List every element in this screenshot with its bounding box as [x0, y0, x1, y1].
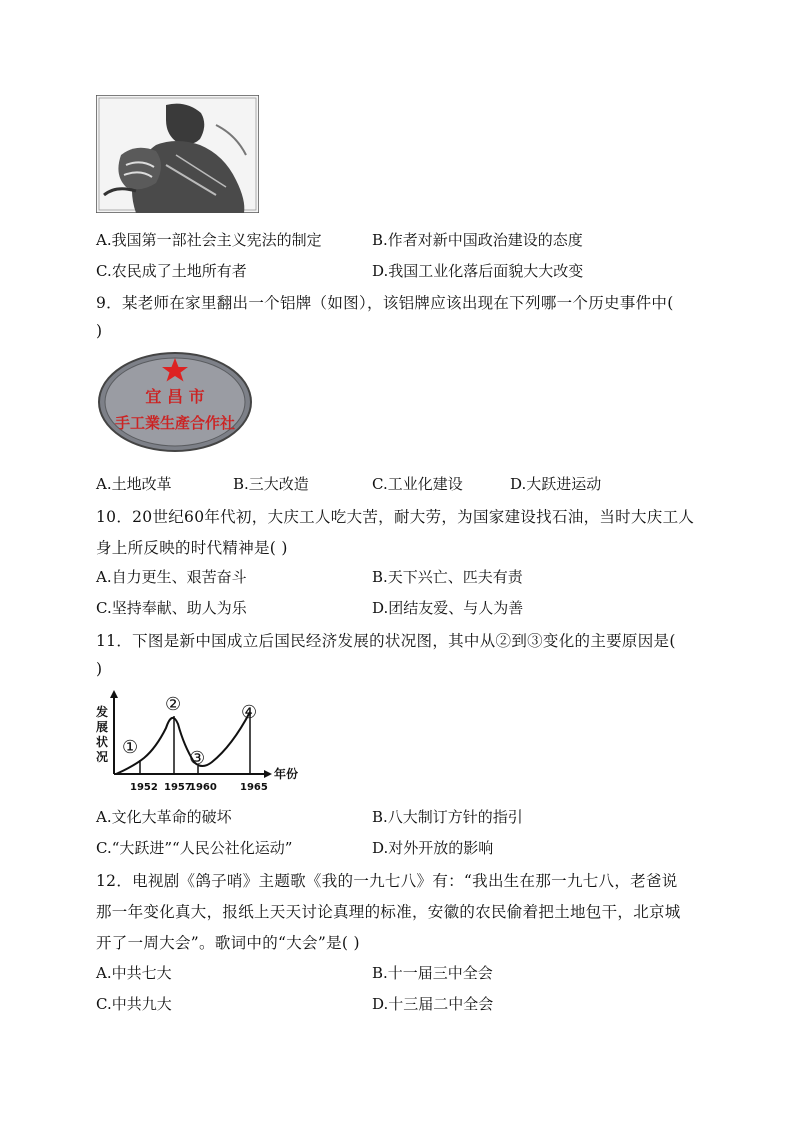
q10-option-c[interactable]: C.坚持奉献、助人为乐	[96, 599, 247, 617]
q9-option-a[interactable]: A.土地改革	[96, 475, 172, 493]
q11-question-line1: 11．下图是新中国成立后国民经济发展的状况图，其中从②到③变化的主要原因是(	[96, 632, 676, 650]
diagram-xlabel: 年份	[274, 767, 299, 781]
q10-option-a[interactable]: A.自力更生、艰苦奋斗	[96, 568, 247, 586]
tick-1960: 1960	[189, 782, 217, 793]
economy-diagram	[94, 688, 304, 796]
diagram-ylabel-1: 发	[96, 705, 109, 719]
q8-option-d[interactable]: D.我国工业化落后面貌大大改变	[372, 262, 584, 280]
aluminum-plaque-image	[96, 350, 254, 454]
q8-option-b[interactable]: B.作者对新中国政治建设的态度	[372, 231, 583, 249]
q12-option-d[interactable]: D.十三届二中全会	[372, 995, 494, 1013]
q12-question-line2: 那一年变化真大，报纸上天天讨论真理的标准，安徽的农民偷着把土地包干，北京城	[96, 903, 681, 921]
q11-question-line2: )	[96, 660, 103, 678]
q12-option-b[interactable]: B.十一届三中全会	[372, 964, 493, 982]
q9-question-line1: 9．某老师在家里翻出一个铝牌（如图），该铝牌应该出现在下列哪一个历史事件中(	[96, 294, 674, 312]
marker-4: ④	[241, 702, 258, 723]
q11-option-b[interactable]: B.八大制订方针的指引	[372, 808, 523, 826]
q12-option-c[interactable]: C.中共九大	[96, 995, 172, 1013]
tick-1965: 1965	[240, 782, 268, 793]
q8-option-a[interactable]: A.我国第一部社会主义宪法的制定	[96, 231, 322, 249]
q10-option-d[interactable]: D.团结友爱、与人为善	[372, 599, 524, 617]
tick-1952: 1952	[130, 782, 158, 793]
tick-1957: 1957	[164, 782, 192, 793]
plaque-line2: 手工業生產合作社	[114, 414, 236, 432]
q10-option-b[interactable]: B.天下兴亡、匹夫有责	[372, 568, 523, 586]
woodcut-image	[96, 95, 259, 213]
marker-2: ②	[165, 694, 182, 715]
diagram-ylabel-2: 展	[96, 720, 109, 734]
diagram-ylabel-3: 状	[96, 735, 109, 749]
q9-question-line2: )	[96, 322, 103, 340]
y-axis-arrow	[110, 690, 118, 698]
marker-3: ③	[189, 748, 206, 769]
q12-question-line1: 12．电视剧《鸽子哨》主题歌《我的一九七八》有：“我出生在那一九七八，老爸说	[96, 872, 678, 890]
diagram-ylabel-4: 况	[96, 750, 109, 764]
q8-option-c[interactable]: C.农民成了土地所有者	[96, 262, 247, 280]
q9-option-d[interactable]: D.大跃进运动	[510, 475, 602, 493]
marker-1: ①	[122, 737, 139, 758]
plaque-line1: 宜 昌 市	[145, 387, 205, 406]
q9-option-c[interactable]: C.工业化建设	[372, 475, 463, 493]
q11-option-c[interactable]: C.“大跃进”“人民公社化运动”	[96, 839, 293, 857]
q10-question-line2: 身上所反映的时代精神是( )	[96, 539, 288, 557]
q11-option-d[interactable]: D.对外开放的影响	[372, 839, 494, 857]
q12-question-line3: 开了一周大会”。歌词中的“大会”是( )	[96, 934, 360, 952]
q9-option-b[interactable]: B.三大改造	[233, 475, 309, 493]
x-axis-arrow	[264, 770, 272, 778]
q10-question-line1: 10．20世纪60年代初，大庆工人吃大苦，耐大劳，为国家建设找石油，当时大庆工人	[96, 508, 695, 526]
q11-option-a[interactable]: A.文化大革命的破坏	[96, 808, 232, 826]
q12-option-a[interactable]: A.中共七大	[96, 964, 172, 982]
